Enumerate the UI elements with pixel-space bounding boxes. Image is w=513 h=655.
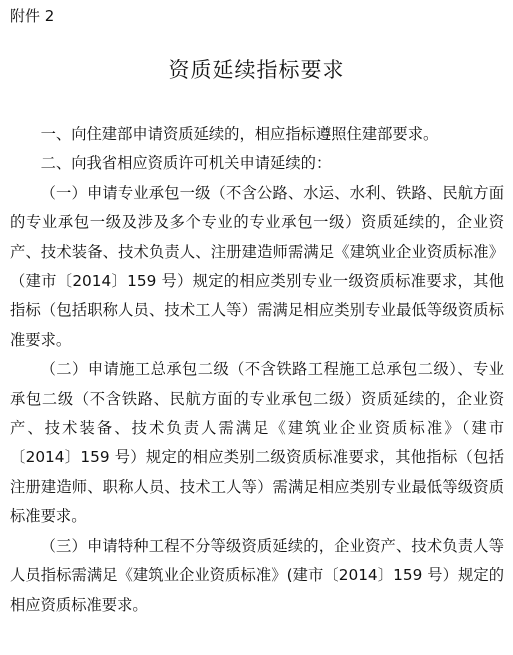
paragraph-ministry-application: 一、向住建部申请资质延续的，相应指标遵照住建部要求。 [40,125,439,143]
paragraph-provincial-application: 二、向我省相应资质许可机关申请延续的： [40,154,332,173]
document-body [10,120,504,620]
paragraph-item-one: （一）申请专业承包一级（不含公路、水运、水利、铁路、民航方面的专业承包一级及涉及多个专业的专业承包一级）资质延续的，企业资产、技术装备、技术负责人、注册建造师需满足《建筑业企业资质标准》（建市〔2014〕159 号）规定的相应类别专业一级资质标准要求，其他指标（包括职称人员、技术工人等）需满足相应类别专业最低等级资质标准要求。 [10,183,504,349]
attachment-label: 附件 2 [10,7,55,25]
paragraph-item-two: （二）申请施工总承包二级（不含铁路工程施工总承包二级）、专业承包二级（不含铁路、民航方面的专业承包二级）资质延续的，企业资产、技术装备、技术负责人需满足《建筑业企业资质标准》（建市〔2014〕159 号）规定的相应类别二级资质标准要求，其他指标（包括注册建造师、职称人员、技术工人等）需满足相应类别专业最低等级资质标准要求。 [10,360,504,526]
document-title: 资质延续指标要求 [168,58,345,82]
paragraph-item-three: （三）申请特种工程不分等级资质延续的，企业资产、技术负责人等人员指标需满足《建筑业企业资质标准》(建市〔2014〕159 号）规定的相应资质标准要求。 [10,536,504,614]
